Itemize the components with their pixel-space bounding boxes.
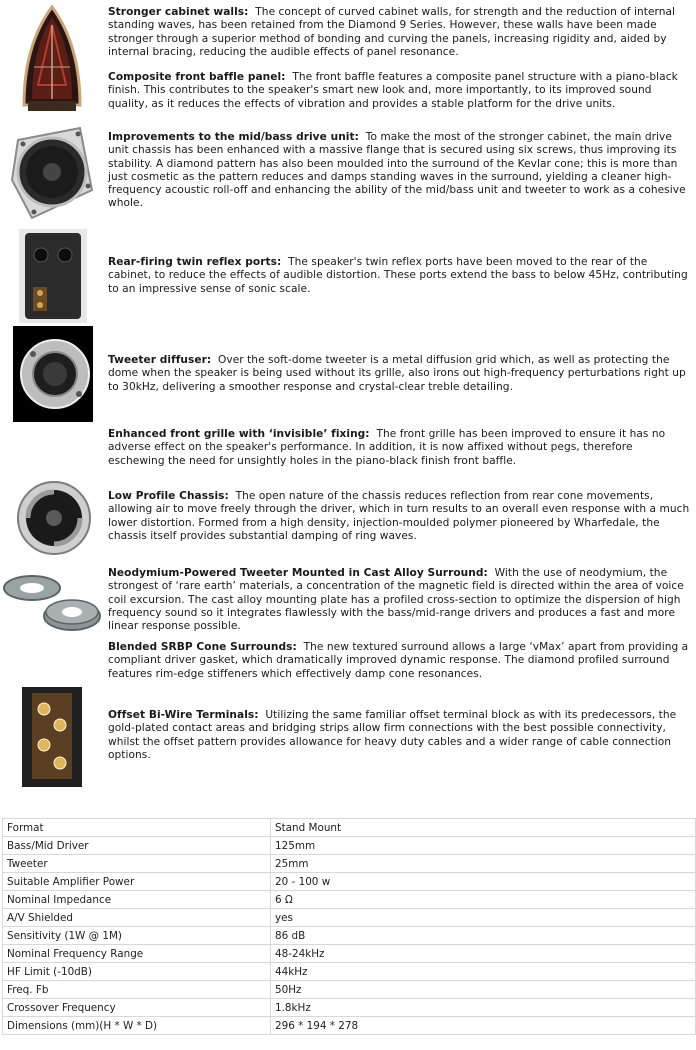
feature-title: Improvements to the mid/bass drive unit: — [108, 131, 359, 143]
spec-label: Suitable Amplifier Power — [3, 873, 271, 891]
rear-reflex-ports-image — [19, 229, 87, 323]
spec-value: 44kHz — [271, 963, 696, 981]
spec-label: Crossover Frequency — [3, 999, 271, 1017]
mid-bass-driver-image — [8, 120, 94, 224]
feature-rear-reflex-ports — [108, 256, 692, 296]
spec-value: 25mm — [271, 855, 696, 873]
tweeter-diffuser-image — [13, 326, 93, 422]
table-row — [3, 945, 696, 963]
feature-title: Neodymium-Powered Tweeter Mounted in Cast Alloy Surround: — [108, 567, 488, 579]
feature-stronger-cabinet-walls — [108, 6, 692, 59]
spec-label: Freq. Fb — [3, 981, 271, 999]
spec-label: Dimensions (mm)(H * W * D) — [3, 1017, 271, 1035]
table-row — [3, 855, 696, 873]
table-row — [3, 873, 696, 891]
feature-title: Rear-firing twin reflex ports: — [108, 256, 282, 268]
feature-title: Offset Bi-Wire Terminals: — [108, 709, 259, 721]
spec-label: Format — [3, 819, 271, 837]
feature-title: Low Profile Chassis: — [108, 490, 229, 502]
feature-text: The front grille has been improved to ensure it has no adverse effect on the speaker's performance. In addition, it is now affixed without pegs, therefore eschewing the need for unsightly holes in the piano-black finish front baffle. — [108, 428, 666, 467]
feature-mid-bass-drive-unit — [108, 131, 692, 211]
table-row — [3, 999, 696, 1017]
feature-title: Blended SRBP Cone Surrounds: — [108, 641, 297, 653]
spec-value: 1.8kHz — [271, 999, 696, 1017]
feature-text: To make the most of the stronger cabinet, the main drive unit chassis has been enhanced with a massive flange that is secured using six screws, thus improving its stability. A diamond pattern has also been moulded into the surround of the Kevlar cone; this is more than just cosmetic as the pattern reduces and damps standing waves in the surround, yielding a cleaner high-frequency acoustic roll-off and enhancing the ability of the mid/bass unit and tweeter to work as a cohesive whole. — [108, 131, 686, 210]
feature-text: The front baffle features a composite panel structure with a piano-black finish. This contributes to the speaker's smart new look and, more importantly, to its improved sound quality, as it reduces the effects of vibration and provides a stable platform for the drive units. — [108, 71, 678, 110]
neodymium-magnet-rings-image — [2, 566, 102, 636]
table-row — [3, 1017, 696, 1035]
spec-value: yes — [271, 909, 696, 927]
spec-label: A/V Shielded — [3, 909, 271, 927]
low-profile-chassis-image — [14, 474, 92, 562]
cabinet-cross-section-image — [20, 5, 84, 115]
spec-label: Nominal Impedance — [3, 891, 271, 909]
spec-label: Bass/Mid Driver — [3, 837, 271, 855]
spec-label: HF Limit (-10dB) — [3, 963, 271, 981]
table-row — [3, 927, 696, 945]
table-row — [3, 837, 696, 855]
table-row — [3, 981, 696, 999]
feature-neodymium-tweeter — [108, 567, 692, 633]
spec-value: 20 - 100 w — [271, 873, 696, 891]
table-row — [3, 963, 696, 981]
feature-text: The new textured surround allows a large ‘vMax’ apart from providing a compliant driver gasket, which dramatically improved dynamic response. The diamond profiled surround features rim-edge stiffeners which effectively damp cone resonances. — [108, 641, 689, 680]
spec-label: Tweeter — [3, 855, 271, 873]
spec-value: 125mm — [271, 837, 696, 855]
feature-title: Tweeter diffuser: — [108, 354, 212, 366]
feature-title: Enhanced front grille with ‘invisible’ fixing: — [108, 428, 370, 440]
table-row — [3, 909, 696, 927]
bi-wire-terminals-image — [22, 687, 82, 787]
spec-label: Sensitivity (1W @ 1M) — [3, 927, 271, 945]
spec-value: 296 * 194 * 278 — [271, 1017, 696, 1035]
feature-bi-wire-terminals — [108, 709, 692, 762]
feature-srbp-cone-surrounds — [108, 641, 692, 681]
feature-text: The open nature of the chassis reduces reflection from rear cone movements, allowing air to move freely through the driver, which in turn results to an overall even response with a much lower distortion. Formed from a high density, injection-moulded polymer pioneered by Wharfedale, the chassis itself provides substantial damping of ring waves. — [108, 490, 690, 542]
feature-text: Utilizing the same familiar offset terminal block as with its predecessors, the gold-plated contact areas and bridging strips allow firm connections with the best possible connectivity, whilst the offset pattern provides allowance for heavy duty cables and a wider range of cable connection options. — [108, 709, 677, 761]
spec-value: 86 dB — [271, 927, 696, 945]
spec-value: Stand Mount — [271, 819, 696, 837]
table-row — [3, 891, 696, 909]
spec-value: 48-24kHz — [271, 945, 696, 963]
feature-tweeter-diffuser — [108, 354, 692, 394]
feature-front-grille — [108, 428, 692, 468]
spec-label: Nominal Frequency Range — [3, 945, 271, 963]
feature-title: Composite front baffle panel: — [108, 71, 286, 83]
feature-text: With the use of neodymium, the strongest of ‘rare earth’ materials, a concentration of the magnetic field is directed within the area of voice coil excursion. The cast alloy mounting plate has a profiled cross-section to optimize the dispersion of high frequency sound so it integrates flawlessly with the bass/mid-range drivers and produces a fast and more linear response possible. — [108, 567, 684, 633]
specifications-table — [2, 818, 696, 1035]
feature-text: Over the soft-dome tweeter is a metal diffusion grid which, as well as protecting the dome when the speaker is being used without its grille, also irons out high-frequency perturbations right up to 30kHz, delivering a smoother response and crystal-clear treble detailing. — [108, 354, 686, 393]
spec-value: 6 Ω — [271, 891, 696, 909]
feature-text: The concept of curved cabinet walls, for strength and the reduction of internal standing waves, has been retained from the Diamond 9 Series. However, these walls have been made stronger through a superior method of bonding and curving the panels, increasing rigidity and, aided by internal bracing, reducing the audible effects of panel resonance. — [108, 6, 676, 58]
table-row — [3, 819, 696, 837]
feature-text: The speaker's twin reflex ports have been moved to the rear of the cabinet, to reduce the effects of audible distortion. These ports extend the bass to below 45Hz, contributing to an impressive sense of sonic scale. — [108, 256, 688, 295]
feature-title: Stronger cabinet walls: — [108, 6, 249, 18]
spec-value: 50Hz — [271, 981, 696, 999]
feature-low-profile-chassis — [108, 490, 692, 543]
feature-composite-front-baffle — [108, 71, 692, 111]
